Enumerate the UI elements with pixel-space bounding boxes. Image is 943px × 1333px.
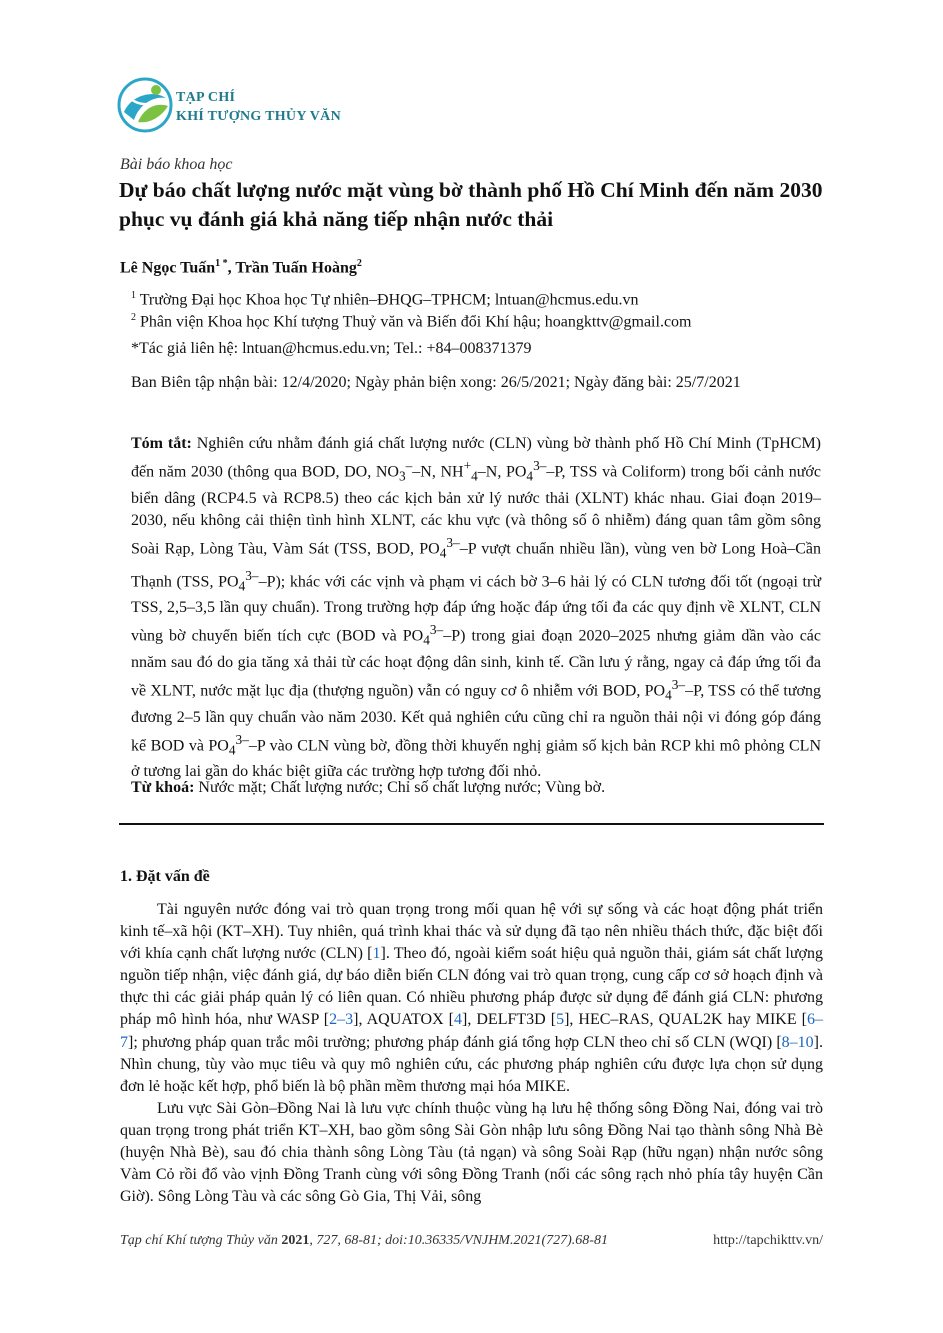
paragraph-text: ]. Nhìn chung, tùy vào mục tiêu và quy mô nghiên cứu, các phương pháp nghiên cứu được lựa chọn sử dụng đơn lẻ hoặc kết hợp, phổ biến là bộ phần mềm thương mại hóa MIKE.	[120, 1033, 823, 1095]
keywords	[131, 779, 821, 797]
abstract-text: –P) trong giai đoạn 2020–2025 nhưng giảm dần vào các nnăm sau đó do gia tăng xả thải từ các hoạt động dân sinh, kinh tế. Cần lưu ý rằng, ngay cả đáp ứng tối đa về XLNT, nước mặt lục địa (thượng nguồn) vẫn có nguy cơ ô nhiễm với BOD, PO	[131, 627, 822, 700]
author-name: Lê Ngọc Tuấn	[120, 259, 216, 277]
superscript: +	[463, 458, 472, 474]
citation-link[interactable]: 2–3	[329, 1011, 354, 1029]
paragraph	[120, 899, 823, 1098]
paragraph-text: ], AQUATOX [	[353, 1011, 454, 1029]
logo-line-1: TẠP CHÍ	[176, 90, 236, 105]
abstract-text: –N, NH	[412, 463, 464, 481]
article-type: Bài báo khoa học	[120, 156, 233, 173]
subscript: 4	[228, 742, 236, 758]
author-name: Trần Tuấn Hoàng	[235, 259, 357, 277]
citation-link[interactable]: 8–10	[781, 1033, 814, 1051]
subscript: 4	[471, 468, 478, 484]
abstract-text: –P); khác với các vịnh và phạm vi cách bờ 3–6 hải lý có CLN tương đối tốt (ngoại trừ TSS, 2,5–3,5 lần quy chuẩn). Trong trường hợp đáp ứng hoặc đáp ứng tối đa các quy định về XLNT, CLN vùng bờ chuyển biến tích cực (BOD và PO	[131, 572, 822, 645]
affiliation-2	[131, 307, 692, 333]
paragraph-text: ]; phương pháp quan trắc môi trường; phương pháp đánh giá tổng hợp CLN theo chỉ số CLN (WQI) [	[128, 1033, 782, 1051]
footer-url[interactable]: http://tapchikttv.vn/	[713, 1233, 823, 1248]
affiliation-mark: 2	[131, 312, 136, 323]
citation-link[interactable]: 1	[372, 945, 381, 963]
paragraph-text: Tài nguyên nước đóng vai trò quan trọng trong mối quan hệ với sự sống và các hoạt động phát triển kinh tế–xã hội (KT–XH). Tuy nhiên, quá trình khai thác và sử dụng đã tạo nên nhiều thách thức, đặc biệt đối với khía cạnh chất lượng nước (CLN) [	[120, 901, 823, 963]
page-footer	[120, 1233, 823, 1249]
paper-title: Dự báo chất lượng nước mặt vùng bờ thành phố Hồ Chí Minh đến năm 2030 phục vụ đánh giá khả năng tiếp nhận nước thải	[119, 178, 823, 231]
subscript: 4	[423, 632, 430, 648]
superscript: 3–	[533, 458, 547, 474]
author-list	[120, 258, 362, 277]
submission-dates: Ban Biên tập nhận bài: 12/4/2020; Ngày phản biện xong: 26/5/2021; Ngày đăng bài: 25/7/2021	[131, 374, 741, 391]
citation-link[interactable]: 4	[454, 1011, 462, 1029]
abstract-label: Tóm tắt:	[131, 435, 192, 452]
superscript: 3–	[446, 534, 460, 550]
author-separator: ,	[227, 259, 236, 277]
journal-logo	[116, 76, 376, 136]
author-affiliation-mark: 2	[356, 258, 362, 269]
abstract-text: –P, TSS có thể tương đương 2–5 lần quy chuẩn vào năm 2030. Kết quả nghiên cứu cũng chỉ ra nguồn thải nội vi đóng góp đáng kể BOD và PO	[131, 682, 821, 754]
citation-link[interactable]: 6–7	[120, 1011, 824, 1051]
footer-journal: Tạp chí Khí tượng Thủy văn	[120, 1233, 282, 1248]
subscript: 4	[439, 545, 447, 561]
superscript: –	[405, 458, 413, 474]
paragraph-text: ]. Theo đó, ngoài kiểm soát hiệu quả nguồn thải, giám sát chất lượng nguồn tiếp nhận, việc đánh giá, dự báo diễn biến CLN đóng vai trò quan trọng, cung cấp cơ sở hoạch định và thực thi các giải pháp quản lý có liên quan. Có nhiều phương pháp được sử dụng để đánh giá CLN: phương pháp mô hình hóa, như WASP [	[120, 945, 823, 1029]
abstract-text: –P vào CLN vùng bờ, đồng thời khuyến nghị giảm số kịch bản RCP khi mô phỏng CLN ở tương lai gần do khác biệt giữa các trường hợp tương đối nhỏ.	[131, 736, 822, 781]
section-body	[120, 899, 823, 1208]
keywords-text: Nước mặt; Chất lượng nước; Chỉ số chất lượng nước; Vùng bờ.	[194, 779, 606, 796]
globe-leaf-icon	[116, 76, 174, 134]
abstract-text: –N, PO	[477, 463, 527, 481]
abstract-text: –P, TSS và Coliform) trong bối cảnh nước biển dâng (RCP4.5 và RCP8.5) theo các kịch bản xử lý nước thải (XLNT) khác nhau. Giai đoạn 2019–2030, nếu không cải thiện tình hình XLNT, các khu vực (và thông số ô nhiễm) đáng quan tâm gồm sông Soài Rạp, Lòng Tàu, Vàm Sát (TSS, BOD, PO	[131, 463, 821, 558]
abstract	[131, 433, 821, 783]
paragraph: Lưu vực Sài Gòn–Đồng Nai là lưu vực chính thuộc vùng hạ lưu hệ thống sông Đồng Nai, đóng vai trò quan trọng trong phát triển KT–XH, bao gồm sông Sài Gòn nhập lưu sông Đồng Nai tạo thành sông Nhà Bè (huyện Nhà Bè), sau đó chia thành sông Lòng Tàu (tả ngạn) và sông Soài Rạp (hữu ngạn) nhận nước sông Vàm Cỏ rồi đổ vào vịnh Đồng Tranh cùng với sông Đồng Tranh (nối các sông rạch nhỏ phía tây huyện Cần Giờ). Sông Lòng Tàu và các sông Gò Gia, Thị Vải, sông	[120, 1099, 823, 1206]
affiliation-mark: 1	[131, 290, 136, 301]
affiliation-text: Phân viện Khoa học Khí tượng Thuỷ văn và Biến đổi Khí hậu; hoangkttv@gmail.com	[136, 313, 692, 331]
paragraph-text: ], DELFT3D [	[462, 1011, 557, 1029]
section-divider	[119, 823, 824, 825]
logo-text	[176, 88, 341, 126]
subscript: 4	[665, 687, 672, 703]
corresponding-author: *Tác giả liên hệ: lntuan@hcmus.edu.vn; Tel.: +84–008371379	[131, 340, 532, 357]
subscript: 4	[526, 468, 534, 484]
author-affiliation-mark: 1 *	[215, 258, 228, 269]
superscript: 3–	[429, 622, 444, 638]
footer-citation	[120, 1233, 608, 1248]
logo-line-2: KHÍ TƯỢNG THỦY VĂN	[176, 109, 341, 124]
footer-issue: , 727, 68-81; doi:10.36335/VNJHM.2021(727).68-81	[309, 1233, 608, 1248]
keywords-label: Từ khoá:	[131, 779, 195, 796]
abstract-text: Nghiên cứu nhằm đánh giá chất lượng nước (CLN) vùng bờ thành phố Hồ Chí Minh (TpHCM) đến năm 2030 (thông qua BOD, DO, NO	[131, 435, 822, 481]
superscript: 3–	[245, 567, 259, 583]
footer-year: 2021	[281, 1233, 310, 1248]
paragraph-text: ], HEC–RAS, QUAL2K hay MIKE [	[564, 1011, 808, 1029]
affiliation-text: Trường Đại học Khoa học Tự nhiên–ĐHQG–TPHCM; lntuan@hcmus.edu.vn	[136, 291, 639, 309]
section-heading: 1. Đặt vấn đề	[120, 868, 210, 885]
subscript: 3	[398, 468, 406, 484]
superscript: 3–	[671, 676, 686, 692]
subscript: 4	[238, 578, 246, 594]
citation-link[interactable]: 5	[556, 1011, 565, 1029]
abstract-text: –P vượt chuẩn nhiều lần), vùng ven bờ Long Hoà–Cần Thạnh (TSS, PO	[131, 540, 821, 590]
superscript: 3–	[235, 731, 249, 747]
